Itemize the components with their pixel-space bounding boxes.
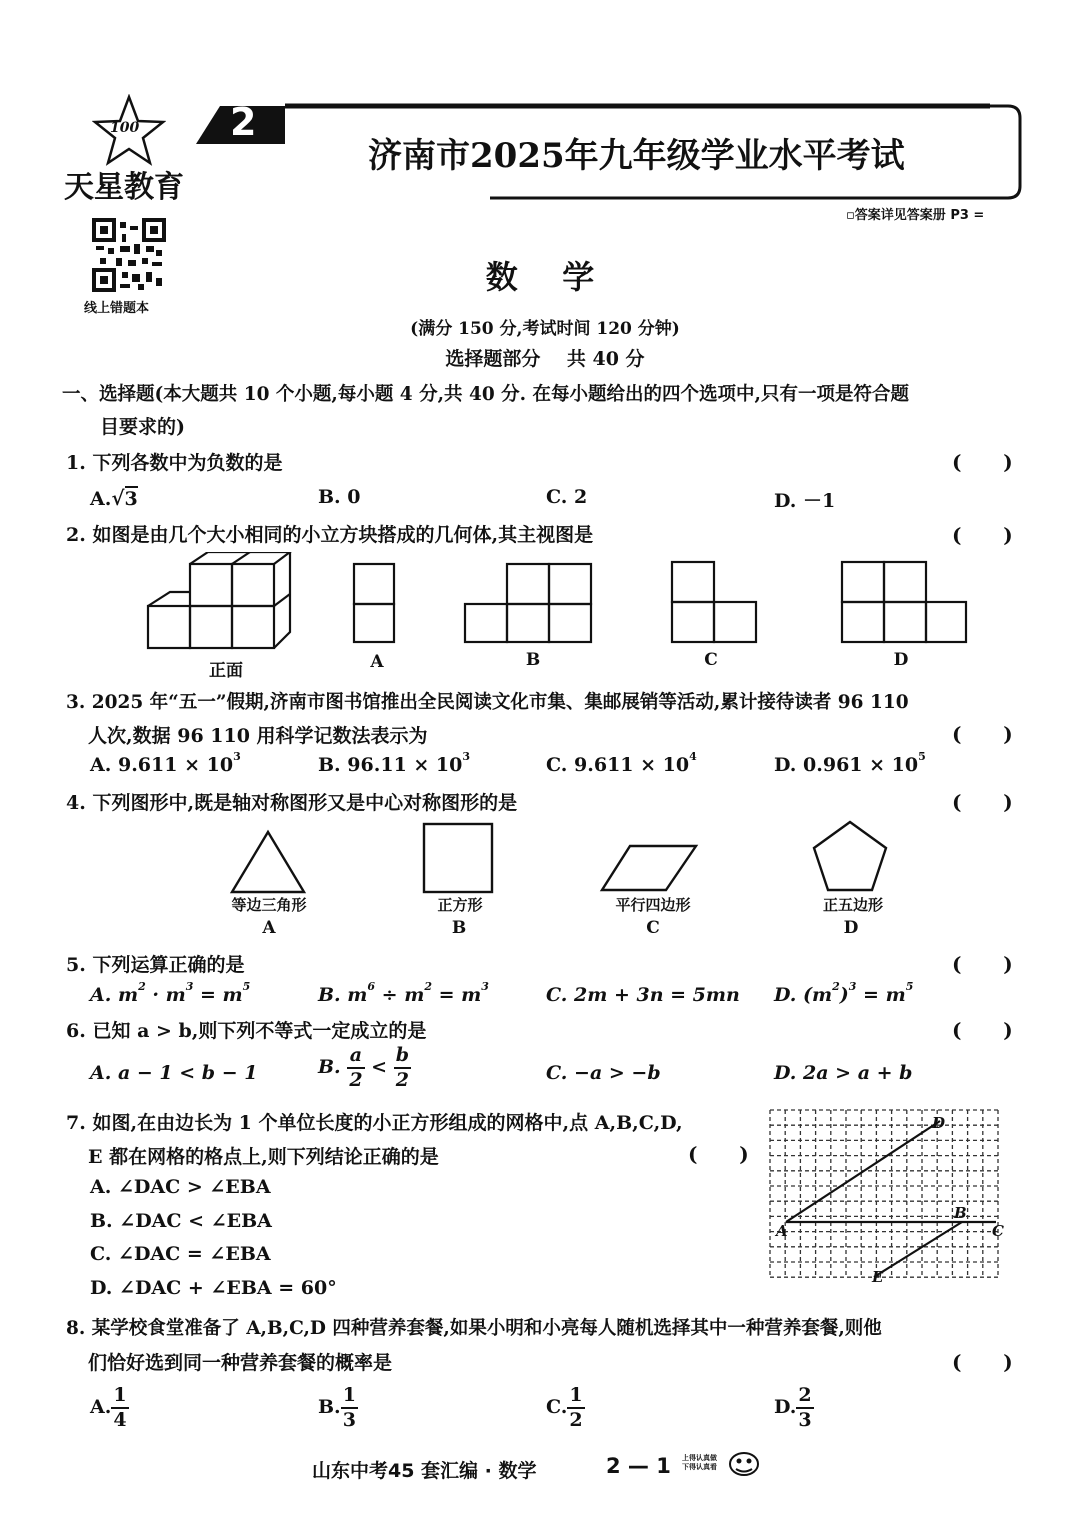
q4-shape-d-letter: D xyxy=(843,918,859,938)
answer-ref: ▫答案详见答案册 P3 = xyxy=(846,208,985,223)
q7-option-a[interactable]: A. ∠DAC > ∠EBA xyxy=(90,1176,271,1198)
q3-a-exp: 3 xyxy=(233,750,241,763)
q3-answer-paren[interactable]: ( ) xyxy=(952,722,1013,746)
q7-answer-paren[interactable]: ( ) xyxy=(688,1142,749,1166)
logo-badge: 100 xyxy=(110,120,140,136)
q2-label-c: C xyxy=(704,650,718,670)
q4-shapes xyxy=(220,818,900,898)
q1-option-d[interactable]: D. －1 xyxy=(774,490,836,512)
q8-option-c[interactable]: C. $\frac{1}{2}$ xyxy=(546,1384,583,1431)
q5-answer-paren[interactable]: ( ) xyxy=(952,952,1013,976)
q2-label-b: B xyxy=(525,650,541,670)
line-eb xyxy=(874,1222,962,1277)
q4-shape-a-letter: A xyxy=(262,918,276,938)
q3-option-b[interactable] xyxy=(318,750,471,776)
q2-figures xyxy=(140,552,980,652)
q2-stem: 2. 如图是由几个大小相同的小立方块搭成的几何体,其主视图是 xyxy=(66,524,594,546)
q4-answer-paren[interactable]: ( ) xyxy=(952,790,1013,814)
q2-label-d: D xyxy=(893,650,909,670)
q3-stem-line2: 人次,数据 96 110 用科学记数法表示为 xyxy=(88,725,428,747)
q1-answer-paren[interactable]: ( ) xyxy=(952,450,1013,474)
q6-option-b[interactable]: B. $\frac{a}{2}$ < $\frac{b}{2}$ xyxy=(318,1044,410,1091)
footer-text: 山东中考45 套汇编 · 数学 xyxy=(312,1460,537,1482)
footer-small-text: 上得认真做 下得认真看 xyxy=(682,1454,717,1471)
q8-option-a[interactable]: A. $\frac{1}{4}$ xyxy=(90,1384,127,1431)
point-c-label: C xyxy=(992,1222,1004,1240)
q1-option-a-label: A. xyxy=(90,488,112,510)
q3-d-base: D. 0.961 × 10 xyxy=(774,754,919,776)
q3-option-c[interactable] xyxy=(546,750,697,776)
instruction-line1: 一、选择题(本大题共 10 个小题,每小题 4 分,共 40 分. 在每小题给出的四个选项中,只有一项是符合题 xyxy=(62,384,909,405)
q7-grid-figure xyxy=(764,1104,1014,1294)
point-a-label: A xyxy=(776,1222,788,1240)
q5-option-c[interactable]: C. 2m + 3n = 5mn xyxy=(546,984,740,1006)
mascot-icon xyxy=(724,1446,764,1478)
equilateral-triangle-shape[interactable] xyxy=(232,832,304,892)
q3-c-exp: 4 xyxy=(689,750,697,763)
parallelogram-shape[interactable] xyxy=(602,846,696,890)
q3-option-d[interactable] xyxy=(774,750,926,776)
q5-option-a[interactable]: A. $m^2 \cdot m^3 = m^5$ xyxy=(90,980,251,1006)
q8-option-d[interactable]: D. $\frac{2}{3}$ xyxy=(774,1384,812,1431)
q7-option-c[interactable]: C. ∠DAC = ∠EBA xyxy=(90,1243,271,1265)
q7-option-b[interactable]: B. ∠DAC < ∠EBA xyxy=(90,1210,272,1232)
q2-option-d-view[interactable] xyxy=(842,562,966,642)
q4-shape-a-name: 等边三角形 xyxy=(231,896,307,914)
point-e-label: E xyxy=(872,1268,884,1286)
q3-stem-line1: 3. 2025 年“五一”假期,济南市图书馆推出全民阅读文化市集、集邮展销等活动,累计接待读者 96 110 xyxy=(66,692,909,713)
q2-answer-paren[interactable]: ( ) xyxy=(952,523,1013,547)
square-shape[interactable] xyxy=(424,824,492,892)
q6-stem: 6. 已知 a > b,则下列不等式一定成立的是 xyxy=(66,1020,427,1042)
q8-stem-line1: 8. 某学校食堂准备了 A,B,C,D 四种营养套餐,如果小明和小亮每人随机选择其中一种营养套餐,则他 xyxy=(66,1318,882,1339)
q5-option-d[interactable]: D. $(m^2)^3 = m^5$ xyxy=(774,980,914,1006)
q7-option-d[interactable]: D. ∠DAC + ∠EBA = 60° xyxy=(90,1277,337,1299)
subject-title: 数 学 xyxy=(485,258,595,296)
q3-c-base: C. 9.611 × 10 xyxy=(546,754,690,776)
q4-shape-d-name: 正五边形 xyxy=(822,896,883,914)
q2-label-a: A xyxy=(370,652,384,672)
q4-shape-b-name: 正方形 xyxy=(437,896,483,914)
q8-stem-line2: 们恰好选到同一种营养套餐的概率是 xyxy=(88,1352,393,1374)
q3-a-base: A. 9.611 × 10 xyxy=(90,754,234,776)
exam-title: 济南市2025年九年级学业水平考试 xyxy=(368,136,905,176)
q3-b-exp: 3 xyxy=(462,750,471,763)
q5-stem: 5. 下列运算正确的是 xyxy=(66,954,245,976)
footer-page: 2 — 1 xyxy=(606,1454,671,1478)
q3-d-exp: 5 xyxy=(918,750,926,763)
q2-option-b-view[interactable] xyxy=(465,564,591,642)
q7-stem-line1: 7. 如图,在由边长为 1 个单位长度的小正方形组成的网格中,点 A,B,C,D, xyxy=(66,1112,683,1134)
q5-option-b[interactable]: B. $m^6 \div m^2 = m^3$ xyxy=(318,980,489,1006)
q3-option-a[interactable] xyxy=(90,750,241,776)
set-number: 2 xyxy=(230,100,257,144)
q1-option-c[interactable]: C. 2 xyxy=(546,486,588,508)
q6-option-d[interactable]: D. 2a > a + b xyxy=(774,1062,913,1084)
q1-option-a-radicand: 3 xyxy=(124,488,138,510)
q7-stem-line2: E 都在网格的格点上,则下列结论正确的是 xyxy=(88,1146,439,1168)
line-ad xyxy=(786,1121,940,1222)
point-b-label: B xyxy=(954,1204,967,1222)
q4-shape-c-name: 平行四边形 xyxy=(615,896,691,914)
q2-option-a-view[interactable] xyxy=(354,564,394,642)
q2-option-c-view[interactable] xyxy=(672,562,756,642)
point-d-label: D xyxy=(932,1114,946,1132)
qr-caption: 线上错题本 xyxy=(84,301,150,316)
instruction-line2: 目要求的) xyxy=(100,416,185,438)
q1-option-a[interactable]: A.√3 xyxy=(90,486,138,510)
q4-shape-c-letter: C xyxy=(646,918,660,938)
q2-front-label: 正面 xyxy=(209,661,243,681)
section-title: 选择题部分 共 40 分 xyxy=(445,348,645,370)
exam-info: (满分 150 分,考试时间 120 分钟) xyxy=(410,319,680,339)
brand-name: 天星教育 xyxy=(64,170,184,205)
q8-option-b[interactable]: B. $\frac{1}{3}$ xyxy=(318,1384,356,1431)
q6-option-c[interactable]: C. −a > −b xyxy=(546,1062,661,1084)
q6-answer-paren[interactable]: ( ) xyxy=(952,1018,1013,1042)
q1-stem: 1. 下列各数中为负数的是 xyxy=(66,452,283,474)
q4-shape-b-letter: B xyxy=(451,918,467,938)
pentagon-shape[interactable] xyxy=(814,822,886,890)
q8-answer-paren[interactable]: ( ) xyxy=(952,1350,1013,1374)
q2-cube-solid xyxy=(148,552,290,648)
q3-b-base: B. 96.11 × 10 xyxy=(318,754,463,776)
q1-option-b[interactable]: B. 0 xyxy=(318,486,361,508)
q6-option-a[interactable]: A. a − 1 < b − 1 xyxy=(90,1062,258,1084)
q4-stem: 4. 下列图形中,既是轴对称图形又是中心对称图形的是 xyxy=(66,792,518,814)
